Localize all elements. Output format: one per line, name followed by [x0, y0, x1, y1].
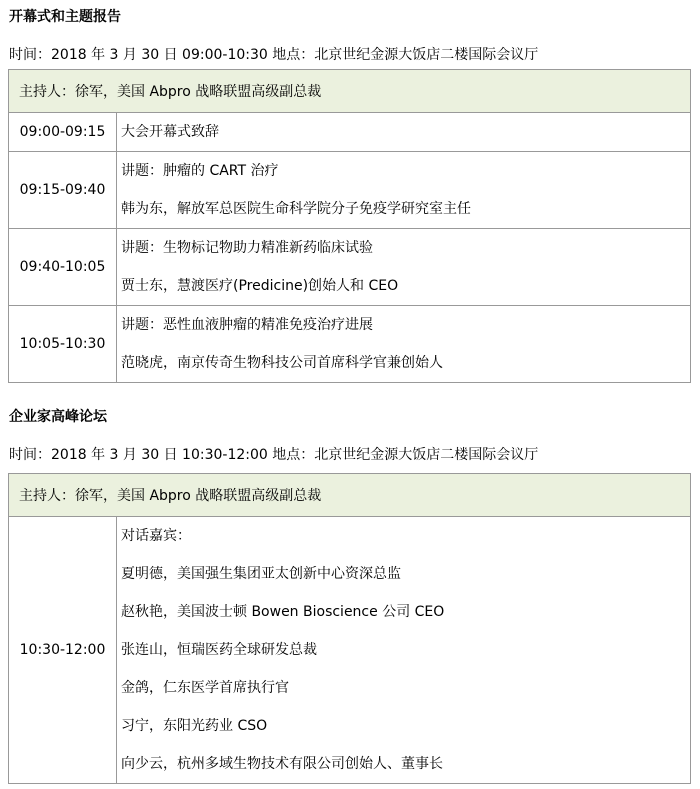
host-row [9, 70, 691, 113]
section-title-opening: 开幕式和主题报告 [9, 9, 121, 25]
host-row [9, 474, 691, 517]
time-cell: 10:05-10:30 [9, 306, 117, 383]
content-line: 习宁，东阳光药业 CSO [121, 718, 268, 734]
agenda-table-opening [8, 69, 691, 383]
time-cell: 10:30-12:00 [9, 517, 117, 784]
content-line: 贾士东，慧渡医疗(Predicine)创始人和 CEO [121, 278, 399, 294]
table-row [9, 113, 691, 152]
table-row [9, 152, 691, 229]
time-cell: 09:00-09:15 [9, 113, 117, 152]
content-line: 讲题：恶性血液肿瘤的精准免疫治疗进展 [121, 317, 373, 333]
content-line: 赵秋艳，美国波士顿 Bowen Bioscience 公司 CEO [121, 604, 445, 620]
content-cell [117, 229, 691, 306]
time-cell: 09:15-09:40 [9, 152, 117, 229]
content-line: 对话嘉宾： [121, 528, 191, 544]
table-row [9, 517, 691, 784]
agenda-table-forum [8, 473, 691, 784]
content-cell [117, 306, 691, 383]
content-cell [117, 113, 691, 152]
content-line: 范晓虎，南京传奇生物科技公司首席科学官兼创始人 [121, 355, 443, 371]
host-cell: 主持人：徐军，美国 Abpro 战略联盟高级副总裁 [9, 70, 691, 113]
content-line: 讲题：肿瘤的 CART 治疗 [121, 163, 279, 179]
section-time-location: 时间：2018 年 3 月 30 日 09:00-10:30 地点：北京世纪金源大饭店二楼国际会议厅 [9, 47, 539, 63]
content-line: 向少云，杭州多域生物技术有限公司创始人、董事长 [121, 756, 443, 772]
section-title-forum: 企业家高峰论坛 [9, 409, 107, 425]
content-cell [117, 517, 691, 784]
section-time-location: 时间：2018 年 3 月 30 日 10:30-12:00 地点：北京世纪金源大饭店二楼国际会议厅 [9, 447, 539, 463]
content-cell [117, 152, 691, 229]
content-line: 金鸽，仁东医学首席执行官 [121, 680, 289, 696]
content-line: 韩为东，解放军总医院生命科学院分子免疫学研究室主任 [121, 201, 471, 217]
content-line: 讲题：生物标记物助力精准新药临床试验 [121, 240, 373, 256]
content-line: 大会开幕式致辞 [121, 124, 219, 140]
host-cell: 主持人：徐军，美国 Abpro 战略联盟高级副总裁 [9, 474, 691, 517]
content-line: 张连山，恒瑞医药全球研发总裁 [121, 642, 317, 658]
table-row [9, 306, 691, 383]
table-row [9, 229, 691, 306]
content-line: 夏明德，美国强生集团亚太创新中心资深总监 [121, 566, 401, 582]
time-cell: 09:40-10:05 [9, 229, 117, 306]
